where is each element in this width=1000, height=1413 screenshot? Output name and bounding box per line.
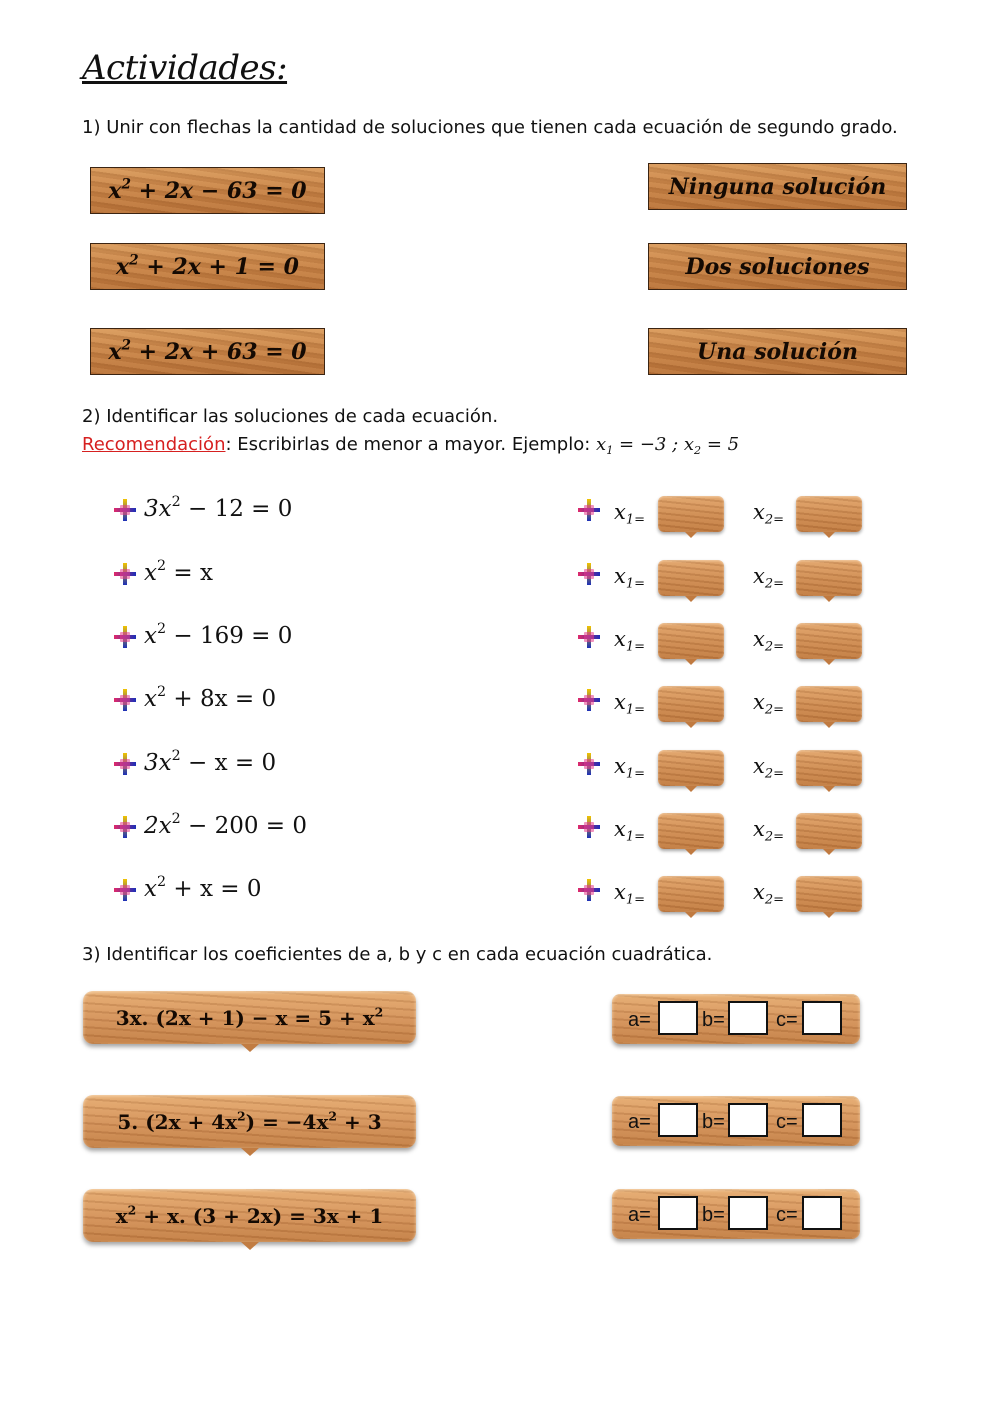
bullet-icon [578, 499, 600, 521]
b-label: b= [702, 1204, 725, 1226]
b-label: b= [702, 1009, 725, 1031]
solutions-equation-3: $x^2 - 169 = 0$ [144, 621, 293, 649]
bullet-icon [578, 816, 600, 838]
solutions-equation-7: $x^2 + x = 0$ [144, 874, 262, 902]
a-label: a= [628, 1204, 651, 1226]
example-text: $x_1 = -3$ ; $x_2 = 5$ [596, 434, 740, 457]
x1-answer-slot-6[interactable] [658, 813, 724, 849]
x2-answer-slot-4[interactable] [796, 686, 862, 722]
x2-label: $x_{2=}$ [753, 627, 785, 655]
equation-card-1[interactable]: $x^2 + 2x - 63 = 0$ [90, 167, 325, 214]
x1-answer-slot-4[interactable] [658, 686, 724, 722]
bullet-icon [578, 689, 600, 711]
section3-instruction: 3) Identificar los coeficientes de a, b y c en cada ecuación cuadrática. [82, 944, 713, 965]
equation-card-3[interactable]: $x^2 + 2x + 63 = 0$ [90, 328, 325, 375]
x2-label: $x_{2=}$ [753, 754, 785, 782]
a-label: a= [628, 1009, 651, 1031]
b-input-box[interactable] [728, 1196, 768, 1230]
x1-label: $x_{1=}$ [614, 627, 646, 655]
coefficient-panel-2 [612, 1096, 860, 1146]
b-input-box[interactable] [728, 1001, 768, 1035]
bullet-icon [578, 879, 600, 901]
a-input-box[interactable] [658, 1103, 698, 1137]
recommendation-line: Recomendación: Escribirlas de menor a mayor. Ejemplo: $x_1 = -3$ ; $x_2 = 5$ [82, 434, 740, 457]
solution-card-ninguna[interactable]: Ninguna solución [648, 163, 907, 210]
c-input-box[interactable] [802, 1196, 842, 1230]
x2-answer-slot-3[interactable] [796, 623, 862, 659]
x1-label: $x_{1=}$ [614, 564, 646, 592]
bullet-icon [114, 626, 136, 648]
solutions-equation-2: $x^2 = x$ [144, 558, 213, 586]
x2-label: $x_{2=}$ [753, 690, 785, 718]
x1-label: $x_{1=}$ [614, 817, 646, 845]
solution-card-una[interactable]: Una solución [648, 328, 907, 375]
c-input-box[interactable] [802, 1001, 842, 1035]
section1-instruction: 1) Unir con flechas la cantidad de soluciones que tienen cada ecuación de segundo grado. [82, 117, 898, 138]
bullet-icon [114, 753, 136, 775]
x2-answer-slot-1[interactable] [796, 496, 862, 532]
section2-instruction: 2) Identificar las soluciones de cada ecuación. [82, 406, 499, 427]
bullet-icon [114, 879, 136, 901]
x2-label: $x_{2=}$ [753, 880, 785, 908]
coef-equation-2: 5. $(2x + 4x^2) = -4x^2 + 3$ [83, 1095, 416, 1148]
x1-answer-slot-5[interactable] [658, 750, 724, 786]
page-title: Actividades: [82, 48, 288, 88]
bullet-icon [114, 689, 136, 711]
x2-label: $x_{2=}$ [753, 564, 785, 592]
x2-answer-slot-6[interactable] [796, 813, 862, 849]
x1-label: $x_{1=}$ [614, 500, 646, 528]
coefficient-panel-1 [612, 994, 860, 1044]
bullet-icon [578, 626, 600, 648]
c-label: c= [776, 1009, 798, 1031]
a-input-box[interactable] [658, 1196, 698, 1230]
x1-label: $x_{1=}$ [614, 880, 646, 908]
x2-answer-slot-7[interactable] [796, 876, 862, 912]
a-input-box[interactable] [658, 1001, 698, 1035]
c-input-box[interactable] [802, 1103, 842, 1137]
a-label: a= [628, 1111, 651, 1133]
c-label: c= [776, 1111, 798, 1133]
solutions-equation-1: $3x^2 - 12 = 0$ [144, 494, 293, 522]
x1-answer-slot-2[interactable] [658, 560, 724, 596]
bullet-icon [578, 753, 600, 775]
x1-answer-slot-3[interactable] [658, 623, 724, 659]
x1-label: $x_{1=}$ [614, 754, 646, 782]
x2-label: $x_{2=}$ [753, 500, 785, 528]
x1-label: $x_{1=}$ [614, 690, 646, 718]
x2-answer-slot-5[interactable] [796, 750, 862, 786]
b-input-box[interactable] [728, 1103, 768, 1137]
bullet-icon [114, 816, 136, 838]
x1-answer-slot-1[interactable] [658, 496, 724, 532]
x1-answer-slot-7[interactable] [658, 876, 724, 912]
equation-card-2[interactable]: $x^2 + 2x + 1 = 0$ [90, 243, 325, 290]
x2-answer-slot-2[interactable] [796, 560, 862, 596]
bullet-icon [578, 563, 600, 585]
x2-label: $x_{2=}$ [753, 817, 785, 845]
solutions-equation-5: $3x^2 - x = 0$ [144, 748, 277, 776]
b-label: b= [702, 1111, 725, 1133]
c-label: c= [776, 1204, 798, 1226]
coefficient-panel-3 [612, 1189, 860, 1239]
recommendation-label: Recomendación [82, 434, 226, 455]
coef-equation-3: $x^2 + x$. (3 + 2x) = 3x + 1 [83, 1189, 416, 1242]
solutions-equation-4: $x^2 + 8x = 0$ [144, 684, 277, 712]
solutions-equation-6: $2x^2 - 200 = 0$ [144, 811, 308, 839]
solution-card-dos[interactable]: Dos soluciones [648, 243, 907, 290]
bullet-icon [114, 563, 136, 585]
coef-equation-1: 3x. $(2x + 1) - x = 5 + x^2$ [83, 991, 416, 1044]
bullet-icon [114, 499, 136, 521]
